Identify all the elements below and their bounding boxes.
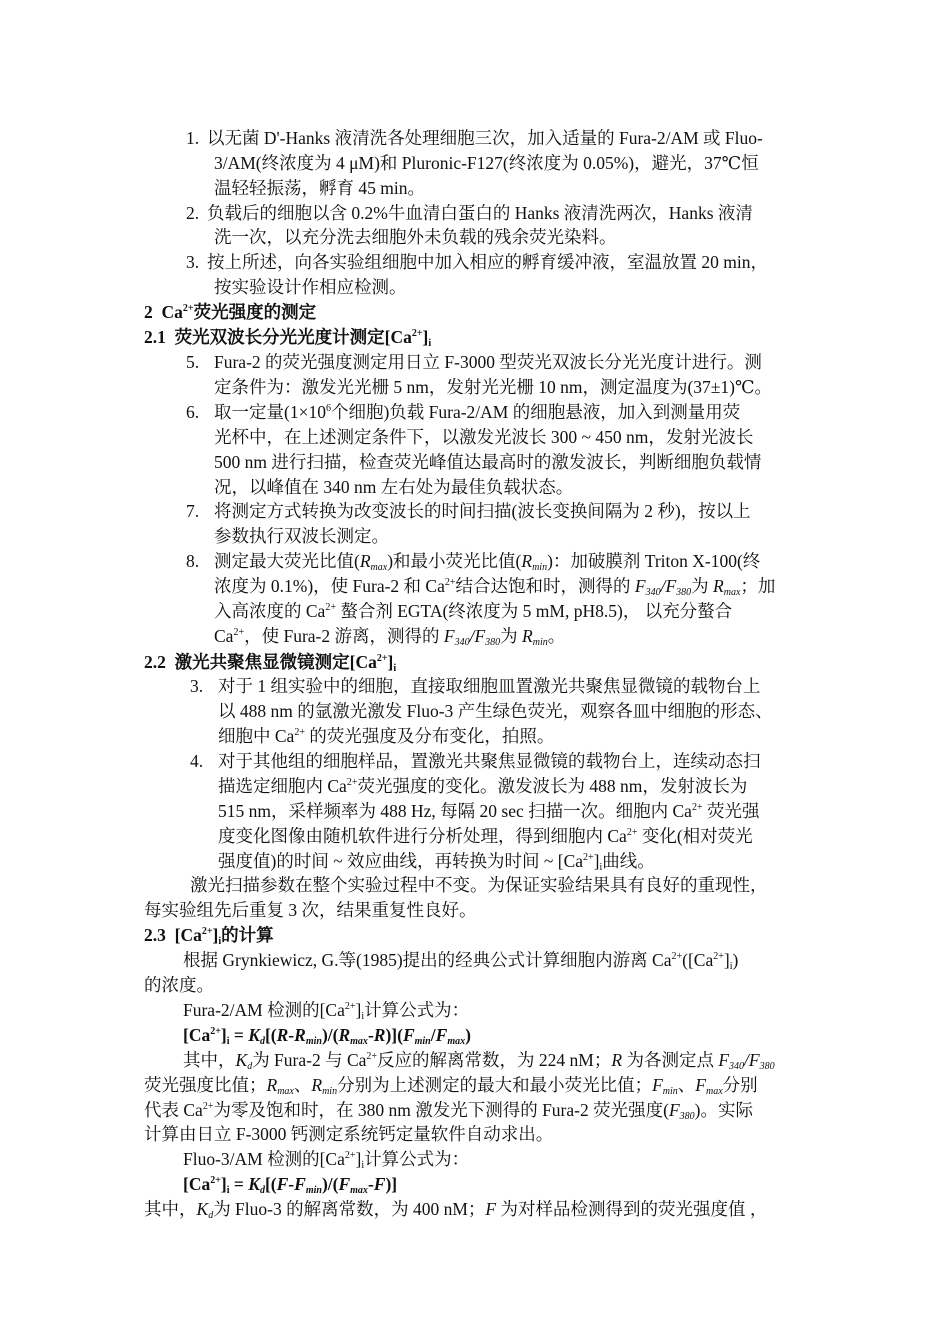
list-item-8-line-4: $Ca^{2+}$，使 Fura-2 游离，测得的 $F_{340}/F_{380}$为 $R_{min}$。 [214, 626, 566, 648]
list-item-1-line-2: 3/AM(终浓度为 4 μM)和 Pluronic-F127(终浓度为 0.05%)，避光，37℃恒 [214, 153, 759, 173]
list-item-2-line-1: 负载后的细胞以含 0.2%牛血清白蛋白的 Hanks 液清洗两次，Hanks 液清 [207, 203, 753, 223]
list-item-6-line-2: 光杯中，在上述测定条件下，以激发光波长 300 ~ 450 nm，发射光波长 [214, 427, 754, 447]
paragraph-line: 激光扫描参数在整个实验过程中不变。为保证实验结果具有良好的重现性， [190, 875, 768, 895]
paragraph-line: 荧光强度比值；$R_{max}$、$R_{min}$分别为上述测定的最大和最小荧光比值；$F_{min}$、$F_{max}$分别 [144, 1075, 758, 1097]
paragraph-line: 计算由日立 F-3000 钙测定系统钙定量软件自动求出。 [144, 1124, 554, 1144]
list-number: 8. [186, 551, 200, 571]
list-item-5-line-2: 定条件为：激发光光栅 5 nm，发射光光栅 10 nm，测定温度为(37±1)℃。 [214, 377, 773, 397]
list-item-c3-line-3: 细胞中 $Ca^{2+}$ 的荧光强度及分布变化，拍照。 [218, 726, 555, 746]
list-item-c4-line-3: 515 nm，采样频率为 488 Hz, 每隔 20 sec 扫描一次。细胞内 $Ca^{2+}$ 荧光强 [218, 801, 760, 821]
paragraph-line: Fluo-3/AM 检测的$[Ca^{2+}]_i$计算公式为： [183, 1149, 470, 1171]
section-heading-2-1: 2.1 荧光双波长分光光度计测定$[Ca^{2+}]_i$ [144, 327, 432, 349]
section-heading-2-3: 2.3 $[Ca^{2+}]_i$的计算 [144, 925, 274, 947]
list-item-8-line-3: 入高浓度的 $Ca^{2+}$ 螯合剂 EGTA(终浓度为 5 mM, pH8.5)， 以充分螯合 [214, 601, 733, 621]
list-item-6-line-4: 况，以峰值在 340 nm 左右处为最佳负载状态。 [214, 477, 574, 497]
list-item-c4-line-2: 描选定细胞内 $Ca^{2+}$荧光强度的变化。激发波长为 488 nm，发射波长为 [218, 776, 748, 796]
list-item-6-line-1: 取一定量($1\times 10^6$个细胞)负载 Fura-2/AM 的细胞悬液，加入到测量用荧 [214, 402, 741, 422]
equation-fluo: $[Ca^{2+}]_i = K_d[(F-F_{min})/(F_{max}-F)]$ [183, 1174, 398, 1196]
list-number: 7. [186, 501, 200, 521]
list-number: 3. [190, 676, 204, 696]
list-number: 5. [186, 352, 200, 372]
paragraph-line: 每实验组先后重复 3 次，结果重复性良好。 [144, 900, 477, 920]
list-item-c3-line-2: 以 488 nm 的氩激光激发 Fluo-3 产生绿色荧光，观察各皿中细胞的形态、 [218, 701, 773, 721]
list-item-3-line-1: 按上所述，向各实验组细胞中加入相应的孵育缓冲液，室温放置 20 min， [207, 252, 768, 272]
list-item-1-line-1: 以无菌 D'-Hanks 液清洗各处理细胞三次，加入适量的 Fura-2/AM 或 Fluo- [207, 128, 763, 148]
list-item-c3-line-1: 对于 1 组实验中的细胞，直接取细胞皿置激光共聚焦显微镜的载物台上 [218, 676, 761, 696]
paragraph-line: 代表 $Ca^{2+}$为零及饱和时，在 380 nm 激发光下测得的 Fura-2 荧光强度$(F_{380})$。实际 [144, 1100, 753, 1122]
list-item-2-line-2: 洗一次，以充分洗去细胞外未负载的残余荧光染料。 [214, 227, 617, 247]
list-item-c4-line-4: 度变化图像由随机软件进行分析处理，得到细胞内 $Ca^{2+}$ 变化(相对荧光 [218, 826, 753, 846]
paragraph-line: 根据 Grynkiewicz, G.等(1985)提出的经典公式计算细胞内游离 $Ca^{2+}([Ca^{2+}]_i)$ [183, 950, 739, 972]
section-heading-2-2: 2.2 激光共聚焦显微镜测定$[Ca^{2+}]_i$ [144, 652, 397, 674]
paragraph-line: 的浓度。 [144, 975, 214, 995]
list-item-7-line-2: 参数执行双波长测定。 [214, 526, 389, 546]
list-item-8-line-1: 测定最大荧光比值$(R_{max})$和最小荧光比值$(R_{min})$：加破膜剂 Triton X-100(终 [214, 551, 761, 573]
list-number: 4. [190, 751, 204, 771]
list-item-3-line-2: 按实验设计作相应检测。 [214, 277, 407, 297]
paragraph-line: 其中，$K_d$为 Fura-2 与 $Ca^{2+}$反应的解离常数，为 224 nM；R 为各测定点 $F_{340}/F_{380}$ [183, 1050, 775, 1072]
equation-fura: $[Ca^{2+}]_i = K_d[(R-R_{min})/(R_{max}-R)](F_{min}/F_{max})$ [183, 1025, 471, 1047]
list-item-7-line-1: 将测定方式转换为改变波长的时间扫描(波长变换间隔为 2 秒)，按以上 [214, 501, 751, 521]
list-number: 3. [186, 252, 200, 272]
paragraph-line: 其中，$K_d$为 Fluo-3 的解离常数，为 400 nM；F 为对样品检测得到的荧光强度值 ， [144, 1199, 768, 1221]
list-item-c4-line-1: 对于其他组的细胞样品，置激光共聚焦显微镜的载物台上，连续动态扫 [218, 751, 761, 771]
list-number: 2. [186, 203, 200, 223]
list-item-6-line-3: 500 nm 进行扫描，检查荧光峰值达最高时的激发波长，判断细胞负载情 [214, 452, 762, 472]
list-item-1-line-3: 温轻轻振荡，孵育 45 min。 [214, 178, 425, 198]
list-item-c4-line-5: 强度值)的时间 ~ 效应曲线，再转换为时间 ~ $[Ca^{2+}]_i$曲线。 [218, 851, 655, 873]
list-number: 6. [186, 402, 200, 422]
paragraph-line: Fura-2/AM 检测的$[Ca^{2+}]_i$计算公式为： [183, 1000, 470, 1022]
section-heading-2: 2 $Ca^{2+}$荧光强度的测定 [144, 302, 317, 322]
list-number: 1. [186, 128, 200, 148]
list-item-8-line-2: 浓度为 0.1%)，使 Fura-2 和 $Ca^{2+}$结合达饱和时，测得的 $F_{340}/F_{380}$为 $R_{max}$；加 [214, 576, 776, 598]
list-item-5-line-1: Fura-2 的荧光强度测定用日立 F-3000 型荧光双波长分光光度计进行。测 [214, 352, 762, 372]
